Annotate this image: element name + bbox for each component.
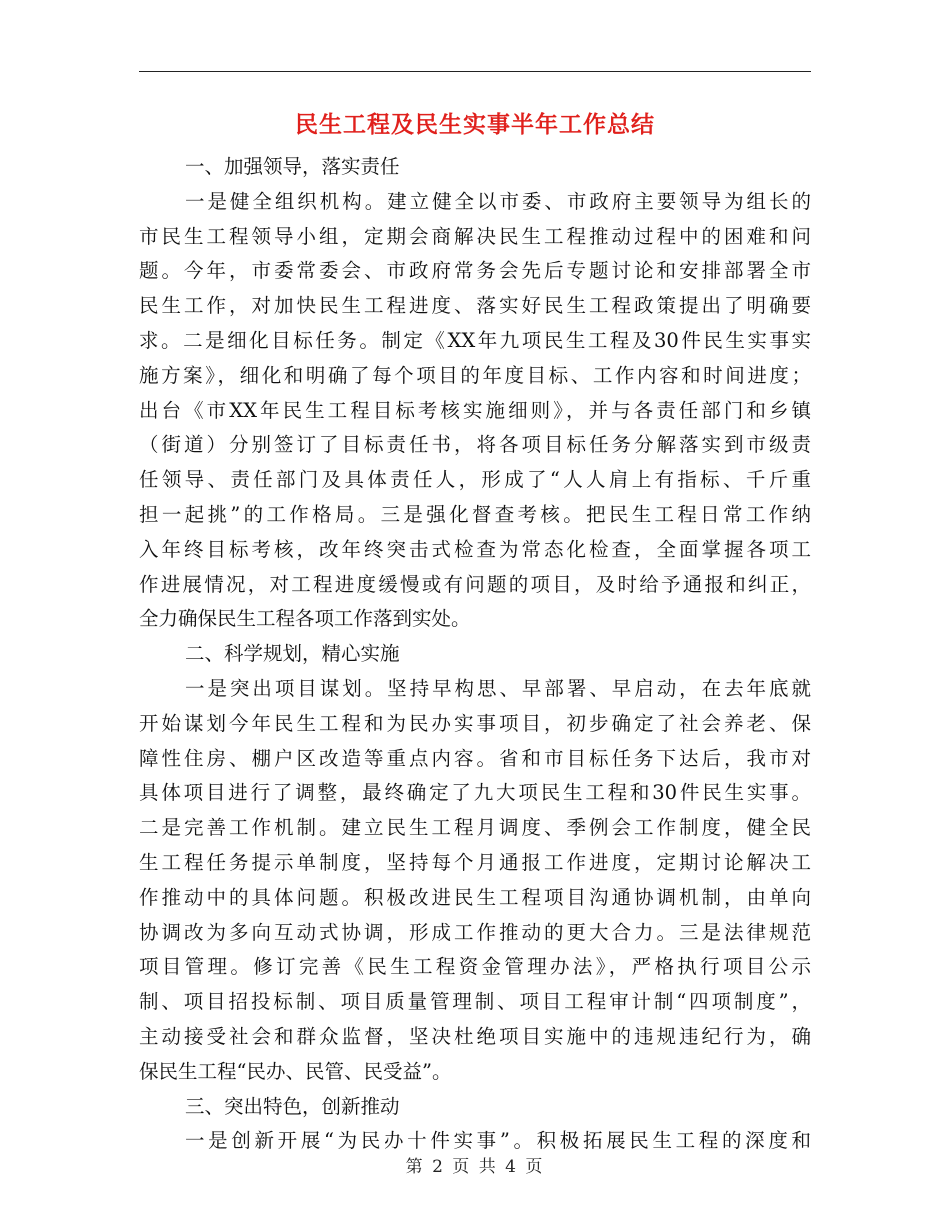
text-line: 作进展情况，对工程进度缓慢或有问题的项目，及时给予通报和纠正，: [139, 572, 811, 596]
text-line: 题。今年，市委常委会、市政府常务会先后专题讨论和安排部署全市: [139, 259, 811, 283]
text-line: 入年终目标考核，改年终突击式检查为常态化检查，全面掌握各项工: [139, 537, 811, 561]
document-title: 民生工程及民生实事半年工作总结: [295, 111, 655, 138]
text-line: 生工程任务提示单制度，坚持每个月通报工作进度，定期讨论解决工: [139, 850, 811, 874]
text-line: 项目管理。修订完善《民生工程资金管理办法》，严格执行项目公示: [139, 955, 811, 979]
text-line: 协调改为多向互动式协调，形成工作推动的更大合力。三是法律规范: [139, 920, 811, 944]
page-number: 第 2 页 共 4 页: [405, 1157, 545, 1177]
text-line: 二是完善工作机制。建立民生工程月调度、季例会工作制度，健全民: [139, 816, 811, 840]
text-line: 三、突出特色，创新推动: [185, 1094, 400, 1118]
text-line: 一是健全组织机构。建立健全以市委、市政府主要领导为组长的: [185, 189, 811, 213]
document-body: [139, 150, 811, 1159]
text-line: 一、加强领导，落实责任: [185, 155, 400, 178]
text-line: 障性住房、棚户区改造等重点内容。省和市目标任务下达后，我市对: [139, 746, 811, 770]
text-line: 作推动中的具体问题。积极改进民生工程项目沟通协调机制，由单向: [139, 885, 811, 909]
text-line: 具体项目进行了调整，最终确定了九大项民生工程和30件民生实事。: [139, 781, 811, 805]
text-line: 任领导、责任部门及具体责任人，形成了“人人肩上有指标、千斤重: [139, 468, 811, 492]
text-line: 求。二是细化目标任务。制定《XX年九项民生工程及30件民生实事实: [139, 328, 811, 352]
text-line: 施方案》，细化和明确了每个项目的年度目标、工作内容和时间进度；: [139, 363, 811, 387]
text-line: 主动接受社会和群众监督，坚决杜绝项目实施中的违规违纪行为，确: [139, 1024, 811, 1048]
text-line: 担一起挑”的工作格局。三是强化督查考核。把民生工程日常工作纳: [139, 502, 811, 526]
text-line: 开始谋划今年民生工程和为民办实事项目，初步确定了社会养老、保: [139, 711, 811, 735]
text-line: 保民生工程“民办、民管、民受益”。: [139, 1059, 452, 1083]
text-line: 一是突出项目谋划。坚持早构思、早部署、早启动，在去年底就: [185, 676, 811, 700]
text-line: 二、科学规划，精心实施: [185, 642, 400, 666]
text-line: 市民生工程领导小组，定期会商解决民生工程推动过程中的困难和问: [139, 224, 811, 248]
header-rule: [139, 71, 811, 72]
text-line: 出台《市XX年民生工程目标考核实施细则》，并与各责任部门和乡镇: [139, 398, 811, 422]
text-line: 一是创新开展“为民办十件实事”。积极拓展民生工程的深度和: [185, 1129, 811, 1153]
text-line: 制、项目招投标制、项目质量管理制、项目工程审计制“四项制度”，: [139, 990, 811, 1014]
text-line: 全力确保民生工程各项工作落到实处。: [139, 607, 471, 631]
text-line: 民生工作，对加快民生工程进度、落实好民生工程政策提出了明确要: [139, 294, 811, 318]
text-line: （街道）分别签订了目标责任书，将各项目标任务分解落实到市级责: [139, 433, 811, 457]
